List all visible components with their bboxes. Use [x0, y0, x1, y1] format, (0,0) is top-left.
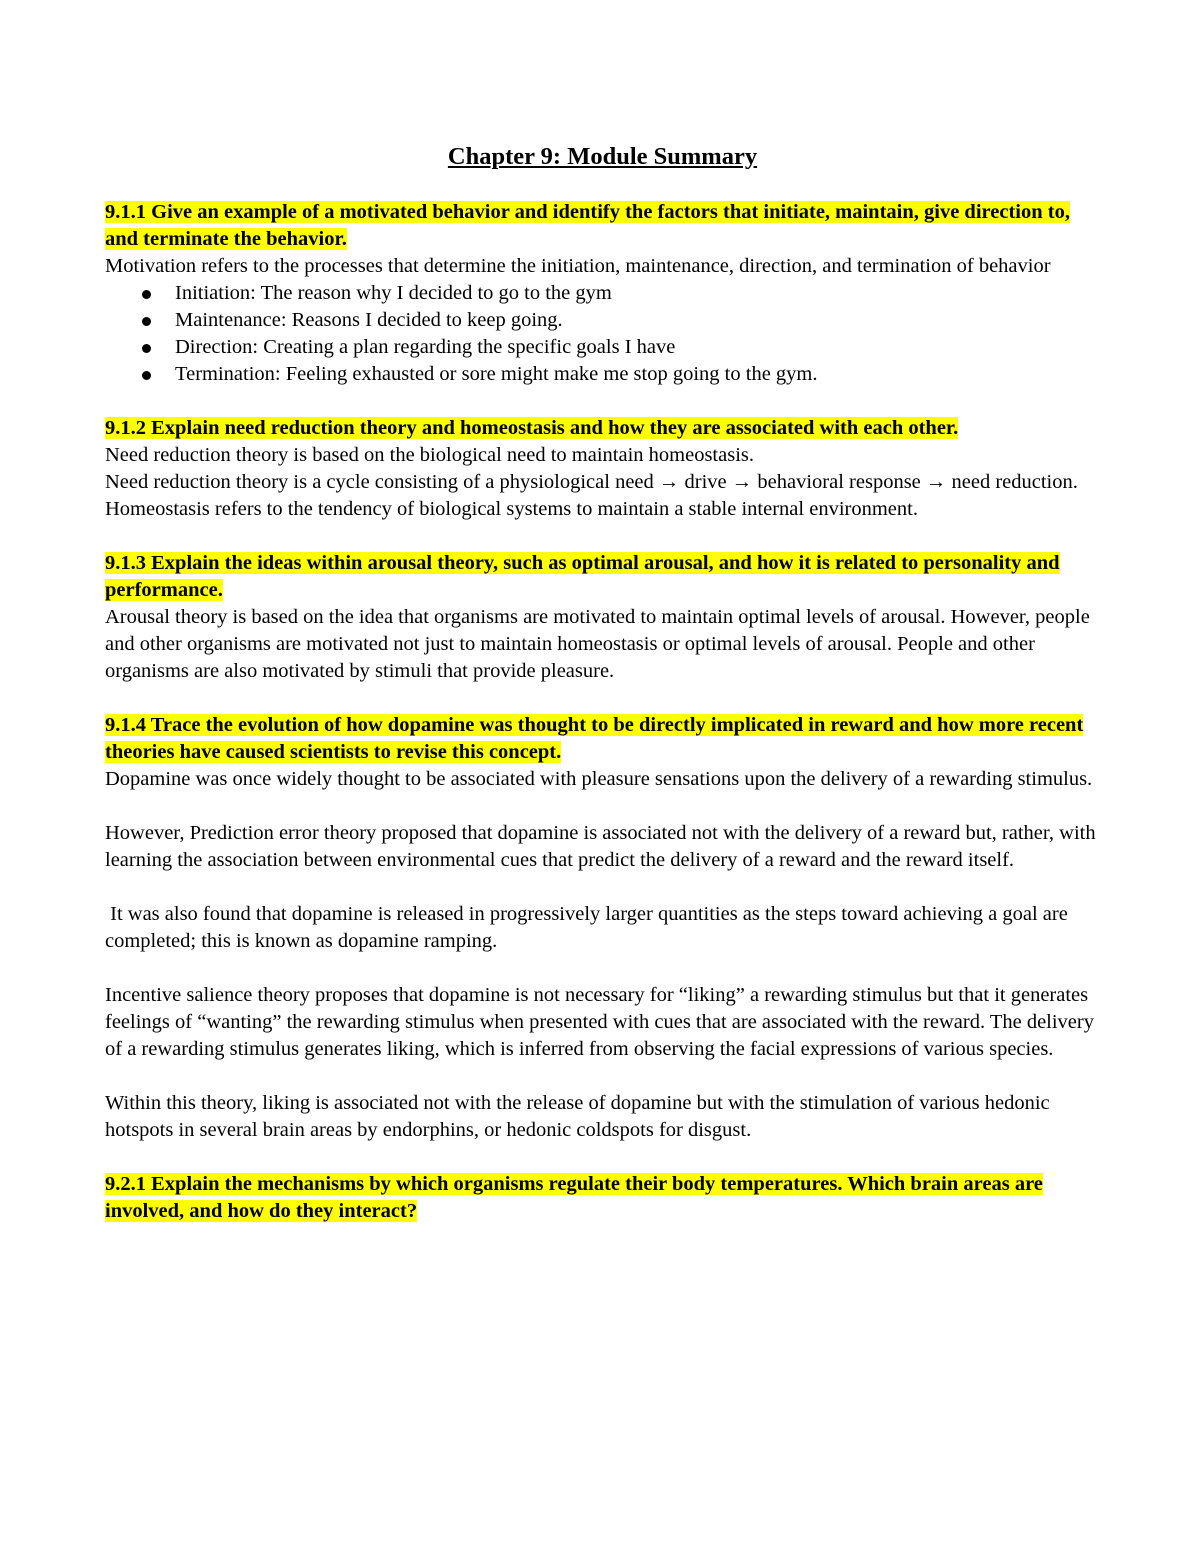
highlighted-question: 9.2.1 Explain the mechanisms by which organisms regulate their body temperatures. Which brain areas are involved, and how do they interact?	[105, 1173, 1043, 1222]
paragraph: Need reduction theory is based on the biological need to maintain homeostasis.	[105, 444, 755, 466]
list-item-text: Maintenance: Reasons I decided to keep going.	[175, 309, 563, 331]
paragraph: Need reduction theory is a cycle consisting of a physiological need → drive → behavioral response → need reduction. Homeostasis refers to the tendency of biological systems to maintain a stable internal environment.	[105, 471, 1078, 520]
list-item	[105, 280, 1100, 307]
list-item	[105, 307, 1100, 334]
bullet-icon	[142, 344, 151, 353]
question-heading	[105, 415, 1100, 442]
highlighted-question: 9.1.4 Trace the evolution of how dopamine was thought to be directly implicated in reward and how more recent theories have caused scientists to revise this concept.	[105, 714, 1084, 763]
section-9-2-1	[105, 1171, 1100, 1225]
list-item-text: Termination: Feeling exhausted or sore might make me stop going to the gym.	[175, 363, 818, 385]
paragraph: However, Prediction error theory proposed that dopamine is associated not with the delivery of a reward but, rather, with learning the association between environmental cues that predict the delivery of a reward and the reward itself.	[105, 822, 1096, 871]
list-item-text: Direction: Creating a plan regarding the specific goals I have	[175, 336, 676, 358]
paragraph: Incentive salience theory proposes that dopamine is not necessary for “liking” a rewarding stimulus but that it generates feelings of “wanting” the rewarding stimulus when presented with cues that are associated with the reward. The delivery of a rewarding stimulus generates liking, which is inferred from observing the facial expressions of various species.	[105, 984, 1094, 1060]
section-9-1-1	[105, 199, 1100, 388]
section-9-1-2	[105, 415, 1100, 523]
bullet-icon	[142, 290, 151, 299]
question-heading	[105, 550, 1100, 604]
paragraph: It was also found that dopamine is released in progressively larger quantities as the steps toward achieving a goal are completed; this is known as dopamine ramping.	[105, 903, 1073, 952]
bullet-icon	[142, 371, 151, 380]
document-body	[105, 140, 1100, 1252]
highlighted-question: 9.1.2 Explain need reduction theory and homeostasis and how they are associated with each other.	[105, 417, 959, 439]
highlighted-question: 9.1.3 Explain the ideas within arousal theory, such as optimal arousal, and how it is related to personality and performance.	[105, 552, 1060, 601]
list-item-text: Initiation: The reason why I decided to go to the gym	[175, 282, 612, 304]
question-heading	[105, 712, 1100, 766]
paragraph: Within this theory, liking is associated not with the release of dopamine but with the stimulation of various hedonic hotspots in several brain areas by endorphins, or hedonic coldspots for disgust.	[105, 1092, 1050, 1141]
paragraph: Arousal theory is based on the idea that organisms are motivated to maintain optimal levels of arousal. However, people and other organisms are motivated not just to maintain homeostasis or optimal levels of arousal. People and other organisms are also motivated by stimuli that provide pleasure.	[105, 606, 1090, 682]
question-heading	[105, 1171, 1100, 1225]
bullet-icon	[142, 317, 151, 326]
highlighted-question: 9.1.1 Give an example of a motivated behavior and identify the factors that initiate, maintain, give direction to, and terminate the behavior.	[105, 201, 1070, 250]
bullet-list	[105, 280, 1100, 388]
list-item	[105, 361, 1100, 388]
list-item	[105, 334, 1100, 361]
question-heading	[105, 199, 1100, 253]
section-9-1-3	[105, 550, 1100, 685]
section-intro: Motivation refers to the processes that determine the initiation, maintenance, direction, and termination of behavior	[105, 255, 1051, 277]
page-title: Chapter 9: Module Summary	[447, 143, 758, 170]
section-9-1-4	[105, 712, 1100, 1144]
paragraph: Dopamine was once widely thought to be associated with pleasure sensations upon the delivery of a rewarding stimulus.	[105, 768, 1093, 790]
